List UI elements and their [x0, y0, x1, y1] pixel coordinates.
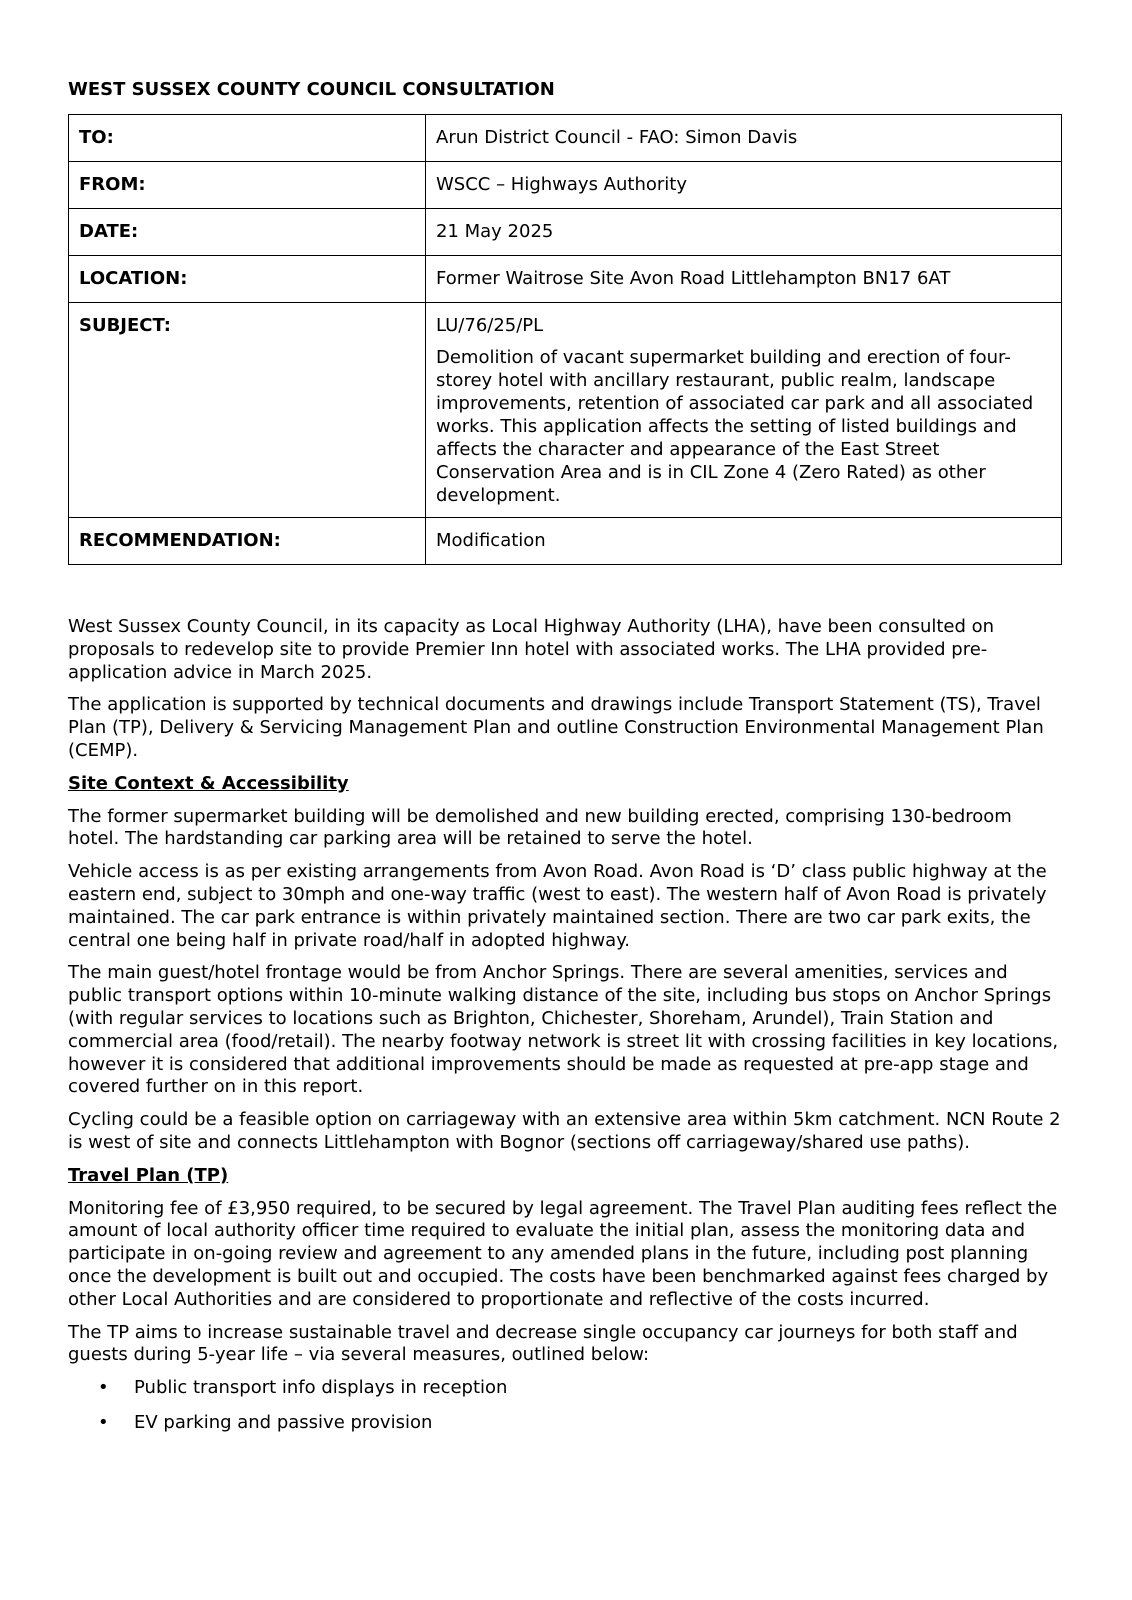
site-paragraph-2: Vehicle access is as per existing arrangements from Avon Road. Avon Road is ‘D’ class public highway at the eastern end, subject to 30mph and one-way traffic (west to east). The western half of Avon Road is privately maintained. The car park entrance is within privately maintained section. There are two car park exits, the central one being half in private road/half in adopted highway.	[68, 861, 1047, 951]
consultation-details-table	[68, 114, 1062, 565]
list-item-text: Public transport info displays in reception	[134, 1377, 508, 1399]
table-row-to	[69, 115, 1062, 162]
recommendation-value: Modification	[426, 518, 1062, 565]
table-row-subject	[69, 303, 1062, 518]
bullet-icon: •	[98, 1411, 109, 1433]
from-value: WSCC – Highways Authority	[426, 162, 1062, 209]
site-context-heading: Site Context & Accessibility	[68, 772, 349, 794]
location-label: LOCATION:	[69, 256, 426, 303]
travel-plan-paragraph-2: The TP aims to increase sustainable travel and decrease single occupancy car journeys for both staff and guests during 5-year life – via several measures, outlined below:	[68, 1321, 1018, 1366]
table-row-from	[69, 162, 1062, 209]
recommendation-label: RECOMMENDATION:	[69, 518, 426, 565]
date-label: DATE:	[69, 209, 426, 256]
intro-paragraph-2: The application is supported by technical documents and drawings include Transport Statement (TS), Travel Plan (TP), Delivery & Servicing Management Plan and outline Construction Environmental Management Plan (CEMP).	[68, 694, 1044, 761]
site-paragraph-4: Cycling could be a feasible option on carriageway with an extensive area within 5km catchment. NCN Route 2 is west of site and connects Littlehampton with Bognor (sections off carriageway/shared use paths).	[68, 1109, 1061, 1153]
travel-plan-heading: Travel Plan (TP)	[68, 1164, 229, 1186]
from-label: FROM:	[69, 162, 426, 209]
site-paragraph-1: The former supermarket building will be demolished and new building erected, comprising 130-bedroom hotel. The hardstanding car parking area will be retained to serve the hotel.	[68, 805, 1012, 850]
subject-reference: LU/76/25/PL	[436, 315, 544, 336]
subject-value	[426, 303, 1062, 518]
travel-plan-paragraph-1: Monitoring fee of £3,950 required, to be secured by legal agreement. The Travel Plan auditing fees reflect the amount of local authority officer time required to evaluate the initial plan, assess the monitoring data and participate in on-going review and agreement to any amended plans in the future, including post planning once the development is built out and occupied. The costs have been benchmarked against fees charged by other Local Authorities and are considered to proportionate and reflective of the costs incurred.	[68, 1197, 1058, 1310]
document-title: WEST SUSSEX COUNTY COUNCIL CONSULTATION	[68, 79, 555, 100]
site-paragraph-3: The main guest/hotel frontage would be from Anchor Springs. There are several amenities, services and public transport options within 10-minute walking distance of the site, including bus stops on Anchor Springs (with regular services to locations such as Brighton, Chichester, Shoreham, Arundel), Train Station and commercial area (food/retail). The nearby footway network is street lit with crossing facilities in key locations, however it is considered that additional improvements should be made as requested at pre-app stage and covered further on in this report.	[68, 962, 1059, 1098]
list-item-text: EV parking and passive provision	[134, 1411, 433, 1433]
travel-plan-measures-list	[68, 1377, 1062, 1435]
subject-label: SUBJECT:	[69, 303, 426, 518]
subject-description: Demolition of vacant supermarket building and erection of four-storey hotel with ancillary restaurant, public realm, landscape improvements, retention of associated car park and all associated works. This application affects the setting of listed buildings and affects the character and appearance of the East Street Conservation Area and is in CIL Zone 4 (Zero Rated) as other development.	[436, 347, 1034, 506]
list-item	[68, 1412, 1062, 1435]
bullet-icon: •	[98, 1377, 109, 1399]
intro-paragraph-1: West Sussex County Council, in its capacity as Local Highway Authority (LHA), have been consulted on proposals to redevelop site to provide Premier Inn hotel with associated works. The LHA provided pre-application advice in March 2025.	[68, 616, 995, 683]
table-row-recommendation	[69, 518, 1062, 565]
location-value: Former Waitrose Site Avon Road Littlehampton BN17 6AT	[426, 256, 1062, 303]
report-body	[68, 616, 1062, 1447]
date-value: 21 May 2025	[426, 209, 1062, 256]
to-value: Arun District Council - FAO: Simon Davis	[426, 115, 1062, 162]
list-item	[68, 1377, 1062, 1400]
table-row-date	[69, 209, 1062, 256]
to-label: TO:	[69, 115, 426, 162]
table-row-location	[69, 256, 1062, 303]
